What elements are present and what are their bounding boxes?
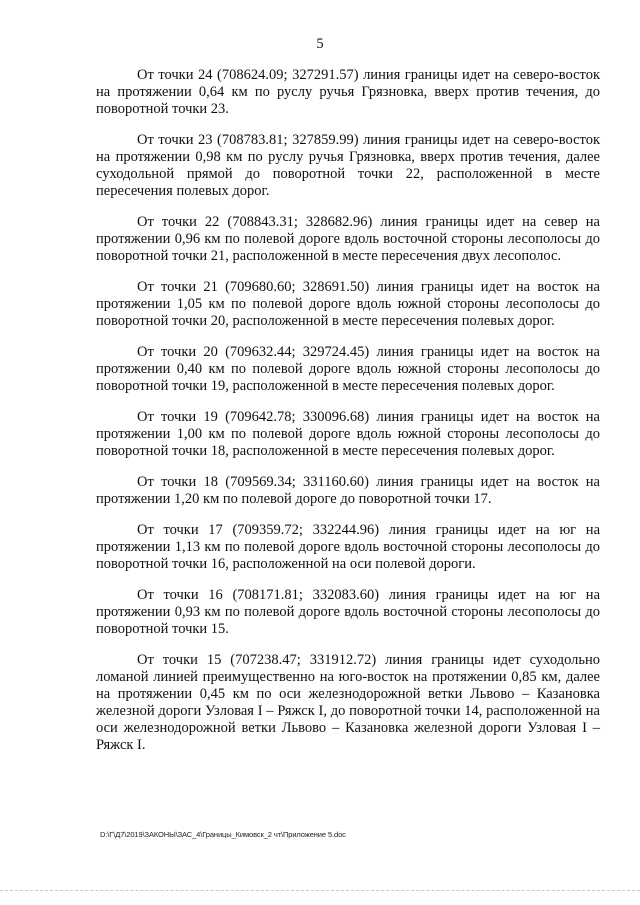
- paragraph-point-22: От точки 22 (708843.31; 328682.96) линия границы идет на север на протяжении 0,96 км по полевой дороге вдоль восточной стороны лесополосы до поворотной точки 21, расположенной в месте пересечения двух лесополос.: [96, 214, 600, 264]
- paragraph-point-16: От точки 16 (708171.81; 332083.60) линия границы идет на юг на протяжении 0,93 км по полевой дороге вдоль восточной стороны лесополосы до поворотной точки 15.: [96, 587, 600, 637]
- paragraph-point-18: От точки 18 (709569.34; 331160.60) линия границы идет на восток на протяжении 1,20 км по полевой дороге до поворотной точки 17.: [96, 474, 600, 507]
- paragraph-point-23: От точки 23 (708783.81; 327859.99) линия границы идет на северо-восток на протяжении 0,98 км по руслу ручья Грязновка, вверх против течения, далее суходольной прямой до поворотной точки 22, расположенной в месте пересечения полевых дорог.: [96, 132, 600, 199]
- page-number: 5: [316, 36, 324, 52]
- document-body: [96, 67, 600, 768]
- paragraph-point-24: От точки 24 (708624.09; 327291.57) линия границы идет на северо-восток на протяжении 0,64 км по руслу ручья Грязновка, вверх против течения, до поворотной точки 23.: [96, 67, 600, 117]
- scan-artifact-line: [0, 890, 640, 891]
- paragraph-point-21: От точки 21 (709680.60; 328691.50) линия границы идет на восток на протяжении 1,05 км по полевой дороге вдоль южной стороны лесополосы до поворотной точки 20, расположенной в месте пересечения полевых дорог.: [96, 279, 600, 329]
- paragraph-point-19: От точки 19 (709642.78; 330096.68) линия границы идет на восток на протяжении 1,00 км по полевой дороге вдоль южной стороны лесополосы до поворотной точки 18, расположенной в месте пересечения полевых дорог.: [96, 409, 600, 459]
- footer-file-path: D:\Г\Д7\2019\ЗАКОНЫ\ЗАС_4\Границы_Кимовск_2 чт\Приложение 5.doc: [100, 830, 346, 839]
- paragraph-point-17: От точки 17 (709359.72; 332244.96) линия границы идет на юг на протяжении 1,13 км по полевой дороге вдоль восточной стороны лесополосы до поворотной точки 16, расположенной на оси полевой дороги.: [96, 522, 600, 572]
- paragraph-point-15: От точки 15 (707238.47; 331912.72) линия границы идет суходольно ломаной линией преимущественно на юго-восток на протяжении 0,85 км, далее на протяжении 0,45 км по оси железнодорожной ветки Львово – Казановка железной дороги Узловая I – Ряжск I, до поворотной точки 14, расположенной на оси железнодорожной ветки Львово – Казановка железной дороги Узловая I – Ряжск I.: [96, 652, 600, 753]
- paragraph-point-20: От точки 20 (709632.44; 329724.45) линия границы идет на восток на протяжении 0,40 км по полевой дороге вдоль южной стороны лесополосы до поворотной точки 19, расположенной в месте пересечения полевых дорог.: [96, 344, 600, 394]
